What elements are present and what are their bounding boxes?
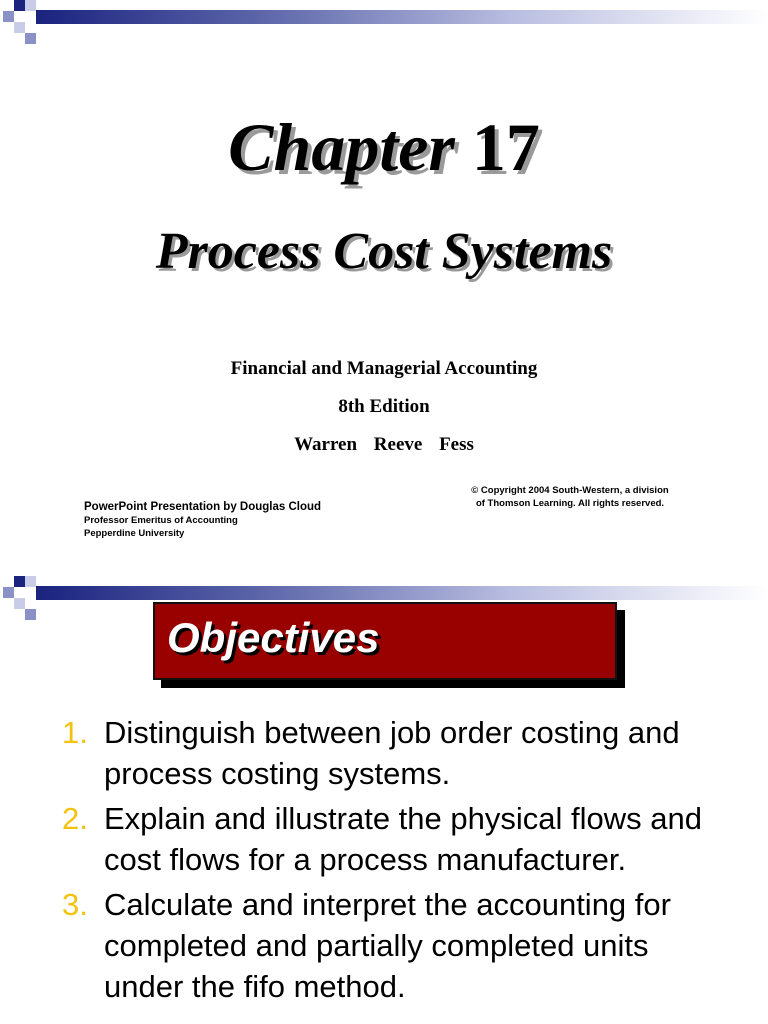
header-gradient-bar	[36, 586, 768, 600]
book-edition: 8th Edition	[338, 396, 430, 417]
copyright-line-2: of Thomson Learning. All rights reserved.	[475, 498, 665, 509]
decor-square	[3, 11, 14, 22]
copyright-line-1: © Copyright 2004 South-Western, a division	[471, 485, 669, 496]
decor-square	[25, 609, 36, 620]
objectives-title: Objectives	[167, 614, 380, 661]
objective-number: 3.	[62, 887, 88, 922]
objectives-title-box	[153, 602, 617, 680]
decor-square	[3, 587, 14, 598]
presenter-credit	[84, 500, 321, 540]
presenter-university: Pepperdine University	[84, 528, 185, 539]
copyright-notice	[440, 484, 700, 510]
book-authors: Warren Reeve Fess	[294, 434, 474, 455]
chapter-number: 17	[471, 109, 540, 185]
objective-item	[62, 884, 722, 1007]
objective-text: Calculate and interpret the accounting for completed and partially completed units under the fifo method.	[104, 887, 671, 1004]
objective-number: 2.	[62, 801, 88, 836]
objective-text: Explain and illustrate the physical flows and cost flows for a process manufacturer.	[104, 801, 702, 877]
chapter-title	[0, 108, 768, 187]
decor-square	[14, 0, 25, 11]
decor-square	[25, 0, 36, 11]
decor-square	[14, 22, 25, 33]
decor-square	[14, 598, 25, 609]
chapter-word: Chapter	[228, 109, 455, 185]
decor-square	[25, 576, 36, 587]
presenter-name: PowerPoint Presentation by Douglas Cloud	[84, 501, 322, 513]
header-gradient-bar	[36, 10, 768, 24]
decor-square	[14, 576, 25, 587]
objective-text: Distinguish between job order costing and process costing systems.	[104, 715, 680, 791]
chapter-subtitle: Process Cost Systems	[155, 223, 613, 280]
book-title: Financial and Managerial Accounting	[230, 358, 538, 379]
objectives-list	[62, 712, 722, 1011]
objective-item	[62, 798, 722, 880]
header-decoration	[0, 0, 768, 48]
objective-item	[62, 712, 722, 794]
decor-square	[25, 33, 36, 44]
presenter-title: Professor Emeritus of Accounting	[84, 515, 238, 526]
objective-number: 1.	[62, 715, 88, 750]
objectives-slide	[0, 576, 768, 1024]
